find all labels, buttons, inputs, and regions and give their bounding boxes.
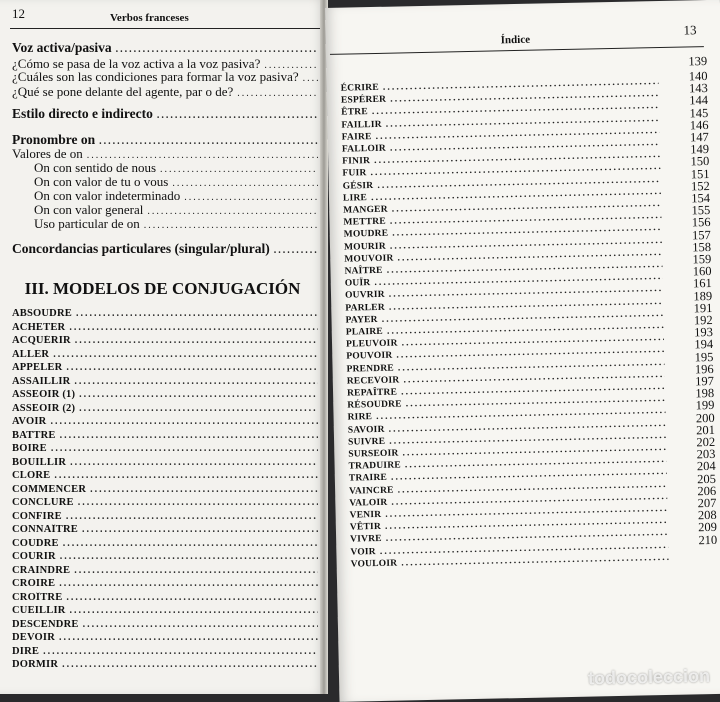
- verb-entry: [12, 646, 318, 657]
- index-page-number: 195: [694, 349, 714, 364]
- dot-leader: [66, 511, 318, 522]
- dot-leader: [79, 403, 318, 414]
- index-page-number: 194: [694, 337, 714, 352]
- index-verb-label: MOUVOIR: [344, 253, 394, 265]
- index-verb-label: ÉCRIRE: [340, 82, 379, 94]
- verb-label: ACHETER: [12, 321, 66, 333]
- verb-entry: [12, 376, 318, 387]
- index-verb-label: FINIR: [342, 156, 371, 167]
- index-page-number: 152: [690, 178, 710, 194]
- toc-entry-label: Estilo directo e indirecto: [12, 106, 153, 121]
- index-page-number: 207: [697, 495, 717, 511]
- verb-entry: [12, 443, 318, 454]
- index-verb-label: PLAIRE: [345, 326, 384, 338]
- index-page-number: 147: [689, 129, 709, 145]
- dot-leader: [74, 376, 318, 387]
- right-page: [325, 0, 720, 702]
- verb-entry: [12, 484, 318, 495]
- verb-entry: [12, 470, 318, 481]
- right-top-number: 139: [688, 54, 708, 69]
- dot-leader: [79, 389, 318, 400]
- dot-leader: [69, 322, 318, 333]
- index-page-number: 198: [695, 386, 715, 401]
- index-page-number: 201: [696, 422, 716, 438]
- index-page-number: 157: [691, 227, 711, 242]
- index-page-number: 161: [692, 276, 712, 291]
- dot-leader: [54, 470, 318, 481]
- verb-label: CONNAÎTRE: [12, 524, 78, 535]
- dot-leader: [82, 524, 318, 535]
- toc-entry: [12, 84, 318, 100]
- index-page-number: 146: [689, 117, 709, 133]
- verb-label: CONCLURE: [12, 497, 74, 508]
- verb-entry: [12, 322, 318, 333]
- index-verb-label: VAINCRE: [349, 485, 394, 497]
- verb-entry: [12, 551, 318, 562]
- index-verb-label: VOULOIR: [350, 558, 398, 570]
- verb-entry: [12, 403, 318, 414]
- index-page-number: 144: [689, 93, 709, 108]
- index-verb-label: OUÏR: [344, 278, 371, 289]
- index-page-number: 209: [698, 520, 718, 535]
- verb-label: DIRE: [12, 645, 40, 657]
- index-page-number: 192: [693, 312, 713, 328]
- verb-label: COURIR: [12, 551, 56, 562]
- verb-label: CROIRE: [12, 578, 56, 589]
- left-page-number: 12: [12, 6, 25, 21]
- dot-leader: [43, 646, 318, 657]
- dot-leader: [144, 220, 318, 231]
- dot-leader: [75, 335, 318, 346]
- verb-label: ASSEOIR (1): [12, 389, 76, 400]
- index-verb-label: PARLER: [345, 302, 385, 314]
- dot-leader: [83, 619, 318, 630]
- index-verb-label: ESPÉRER: [340, 94, 387, 106]
- index-page-number: 208: [697, 508, 717, 523]
- index-page-number: 150: [690, 154, 710, 169]
- verb-entry: [12, 335, 318, 346]
- verb-entry: [12, 389, 318, 400]
- dot-leader: [74, 565, 318, 576]
- verb-label: COMMENCER: [12, 483, 87, 495]
- toc-entry: [34, 216, 318, 232]
- verb-entry: [12, 349, 318, 360]
- left-page: [0, 0, 325, 694]
- index-page-number: 196: [694, 361, 714, 377]
- toc-entry: [12, 106, 318, 122]
- verb-label: CUEILLIR: [12, 605, 66, 616]
- verb-label: ABSOUDRE: [12, 308, 72, 319]
- index-page-number: 191: [693, 300, 713, 316]
- index-verb-label: SURSEOIR: [348, 448, 399, 460]
- dot-leader: [66, 592, 318, 603]
- index-verb-label: TRAIRE: [348, 473, 388, 484]
- toc-entry: [12, 40, 318, 56]
- verb-entry: [12, 578, 318, 589]
- index-page-number: 154: [691, 190, 711, 206]
- dot-leader: [63, 538, 318, 549]
- verb-entry: [12, 511, 318, 522]
- verb-label: ALLER: [12, 348, 50, 360]
- index-page-number: 140: [688, 69, 708, 84]
- index-verb-label: REPAÎTRE: [346, 387, 398, 399]
- index-page-number: 156: [691, 215, 711, 230]
- left-header-rule: [10, 28, 320, 29]
- verb-label: ASSAILLIR: [12, 375, 71, 387]
- index-verb-label: PAYER: [345, 314, 378, 326]
- verb-label: ASSEOIR (2): [12, 402, 76, 414]
- index-verb-label: VALOIR: [349, 497, 388, 509]
- index-page-number: 205: [697, 471, 717, 486]
- toc-entry-label: ¿Qué se pone delante del agente, par o de?: [12, 84, 234, 99]
- index-verb-label: MOUDRE: [343, 229, 389, 241]
- index-verb-label: GÉSIR: [342, 180, 374, 192]
- index-verb-label: MOURIR: [343, 241, 386, 253]
- verb-label: BOUILLIR: [12, 456, 67, 468]
- index-verb-label: ÊTRE: [341, 107, 368, 119]
- dot-leader: [116, 44, 318, 55]
- index-page-number: 160: [692, 264, 712, 279]
- toc-entry-label: ¿Cuáles son las condiciones para formar la voz pasiva?: [12, 69, 299, 84]
- index-verb-label: PRENDRE: [346, 363, 394, 375]
- verb-entry: [12, 430, 318, 441]
- dot-leader: [59, 578, 318, 589]
- index-verb-label: SUIVRE: [347, 436, 386, 448]
- verb-entry: [12, 362, 318, 373]
- section-title: III. MODELOS DE CONJUGACIÓN: [24, 279, 301, 298]
- verb-entry: [12, 524, 318, 535]
- verb-entry: [12, 308, 318, 319]
- index-page-number: 204: [696, 459, 716, 474]
- index-page-number: 200: [695, 410, 715, 425]
- verb-entry: [12, 565, 318, 576]
- index-verb-label: VOIR: [350, 546, 376, 558]
- index-page-number: 206: [697, 483, 717, 499]
- index-verb-label: OUVRIR: [344, 290, 385, 302]
- index-page-number: 199: [695, 398, 715, 413]
- verb-entry: [12, 659, 318, 670]
- index-page-number: 145: [689, 105, 709, 120]
- verb-label: CLORE: [12, 470, 51, 481]
- toc-entry: [12, 69, 318, 85]
- index-verb-label: RECEVOIR: [346, 375, 400, 387]
- index-page-number: 210: [698, 532, 718, 547]
- verb-label: APPELER: [12, 362, 63, 373]
- index-page-number: 159: [692, 251, 712, 267]
- index-page-number: 203: [696, 447, 716, 462]
- toc-entry: [12, 241, 318, 257]
- verb-label: DORMIR: [12, 659, 59, 670]
- index-verb-label: RÉSOUDRE: [347, 399, 402, 411]
- index-page-number: 158: [692, 239, 712, 255]
- dot-leader: [76, 308, 318, 319]
- index-page-number: 143: [688, 81, 708, 96]
- verb-label: COUDRE: [12, 537, 59, 549]
- verb-entry: [12, 457, 318, 468]
- toc-entry-label: On con valor general: [34, 202, 144, 217]
- toc-entry-label: On con valor de tu o vous: [34, 174, 169, 189]
- dot-leader: [60, 430, 318, 441]
- toc-entry-label: Voz activa/pasiva: [12, 40, 112, 55]
- verb-entry: [12, 605, 318, 616]
- toc-entry-label: On con valor indeterminado: [34, 188, 181, 203]
- left-running-head: Verbos franceses: [110, 12, 189, 24]
- index-page-number: 193: [693, 325, 714, 340]
- index-verb-label: VENIR: [349, 509, 382, 521]
- dot-leader: [274, 245, 318, 256]
- dot-leader: [78, 497, 318, 508]
- toc-entry-label: Pronombre on: [12, 132, 96, 147]
- index-page-number: 155: [691, 203, 711, 218]
- watermark-logo: todocoleccion: [587, 665, 711, 689]
- verb-label: ACQUÉRIR: [12, 335, 71, 346]
- verb-entry: [12, 416, 318, 427]
- index-verb-label: TRADUIRE: [348, 460, 401, 472]
- index-verb-label: FALLOIR: [341, 143, 387, 155]
- toc-entry-label: ¿Cómo se pasa de la voz activa a la voz pasiva?: [12, 56, 261, 71]
- dot-leader: [66, 362, 318, 373]
- toc-entry-label: Concordancias particulares (singular/plural): [12, 241, 270, 256]
- index-verb-label: FAILLIR: [341, 119, 382, 131]
- dot-leader: [157, 110, 318, 121]
- toc-entry-label: On con sentido de nous: [34, 160, 157, 175]
- dot-leader: [51, 443, 318, 454]
- index-verb-label: FUIR: [342, 168, 367, 180]
- verb-entry: [12, 592, 318, 603]
- verb-entry: [12, 619, 318, 630]
- dot-leader: [303, 73, 318, 84]
- verb-label: DEVOIR: [12, 632, 55, 643]
- dot-leader: [70, 457, 318, 468]
- index-verb-label: RIRE: [347, 412, 373, 424]
- dot-leader: [62, 659, 318, 670]
- index-page-number: 151: [690, 166, 710, 181]
- toc-entry-label: Uso particular de on: [34, 216, 140, 231]
- index-verb-label: POUVOIR: [346, 351, 393, 363]
- dot-leader: [59, 632, 318, 643]
- dot-leader: [70, 605, 318, 616]
- index-page-number: 197: [695, 373, 715, 389]
- index-verb-label: PLEUVOIR: [345, 338, 398, 350]
- dot-leader: [90, 484, 318, 495]
- index-verb-label: VIVRE: [350, 534, 382, 545]
- verb-label: AVOIR: [12, 416, 47, 427]
- index-verb-label: NAÎTRE: [344, 265, 383, 277]
- dot-leader: [50, 416, 318, 427]
- index-verb-label: METTRE: [343, 216, 386, 228]
- dot-leader: [53, 349, 318, 360]
- dot-leader: [237, 88, 318, 99]
- verb-label: BATTRE: [12, 429, 56, 441]
- verb-label: CROÎTRE: [12, 591, 63, 603]
- dot-leader: [60, 551, 318, 562]
- verb-entry: [12, 538, 318, 549]
- verb-label: DESCENDRE: [12, 618, 79, 630]
- verb-label: CRAINDRE: [12, 564, 71, 576]
- verb-entry: [12, 497, 318, 508]
- right-running-head: Índice: [500, 33, 531, 47]
- index-verb-label: LIRE: [342, 192, 368, 204]
- index-verb-label: FAIRE: [341, 131, 372, 143]
- toc-entry-label: Valores de on: [12, 146, 83, 161]
- right-header-rule: [330, 46, 704, 55]
- verb-entry: [12, 632, 318, 643]
- index-page-number: 189: [693, 288, 713, 303]
- verb-label: BOIRE: [12, 443, 47, 454]
- index-verb-label: VÊTIR: [349, 522, 382, 533]
- right-page-number: 13: [683, 22, 697, 38]
- index-page-number: 202: [696, 434, 716, 450]
- index-verb-label: SAVOIR: [347, 424, 385, 436]
- index-page-number: 149: [690, 142, 710, 157]
- index-verb-label: MANGER: [343, 204, 388, 216]
- verb-label: CONFIRE: [12, 510, 62, 522]
